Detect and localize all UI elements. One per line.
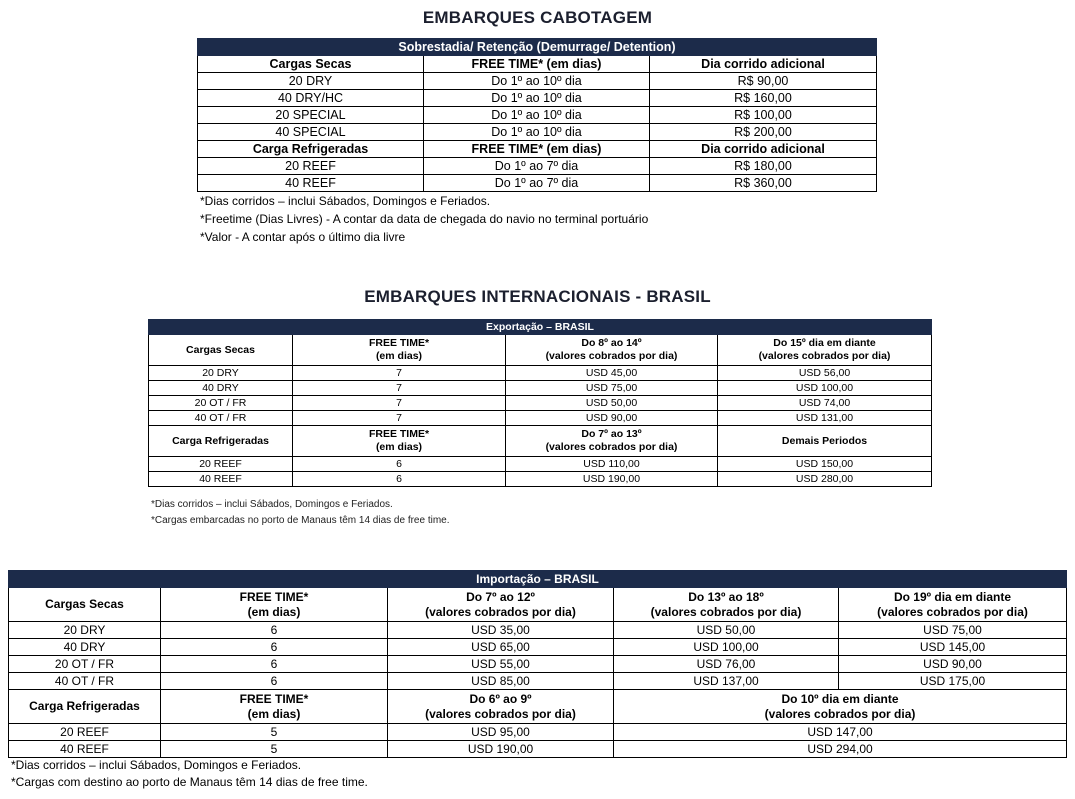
table-cell: 6 (293, 457, 506, 472)
table-cell: USD 294,00 (614, 741, 1067, 758)
header-cell: Carga Refrigeradas (9, 690, 161, 724)
table-cell: USD 100,00 (718, 381, 932, 396)
table-row (198, 158, 877, 175)
cabotagem-table (197, 38, 877, 192)
table-row (9, 673, 1067, 690)
header-cell: FREE TIME* (em dias) (161, 588, 388, 622)
table-row (149, 366, 932, 381)
table-row (149, 472, 932, 487)
table-cell: R$ 360,00 (650, 175, 877, 192)
table-cell: 40 REEF (149, 472, 293, 487)
header-cell: Cargas Secas (149, 335, 293, 366)
table-cell: 7 (293, 411, 506, 426)
table-header (198, 56, 877, 73)
table-cell: 40 DRY/HC (198, 90, 424, 107)
table-header (149, 335, 932, 366)
table-cell: 7 (293, 366, 506, 381)
table-cell: 40 DRY (9, 639, 161, 656)
table-cell: USD 65,00 (388, 639, 614, 656)
table-row (9, 639, 1067, 656)
table-row (149, 381, 932, 396)
table-cell: 20 REEF (149, 457, 293, 472)
table-cell: Do 1º ao 10º dia (424, 73, 650, 90)
cabotagem-notes (200, 192, 648, 246)
exportacao-table (148, 319, 932, 487)
table-cell: 20 DRY (198, 73, 424, 90)
table-cell: USD 190,00 (388, 741, 614, 758)
header-cell: Do 7º ao 13º (valores cobrados por dia) (506, 426, 718, 457)
table-cell: USD 147,00 (614, 724, 1067, 741)
header-cell: FREE TIME* (em dias) (293, 426, 506, 457)
note: *Freetime (Dias Livres) - A contar da data de chegada do navio no terminal portuário (200, 212, 649, 226)
table-row (149, 457, 932, 472)
table-row (198, 175, 877, 192)
note: *Valor - A contar após o último dia livre (200, 230, 406, 244)
table-cell: 40 DRY (149, 381, 293, 396)
table-cell: R$ 100,00 (650, 107, 877, 124)
header-cell: Demais Periodos (718, 426, 932, 457)
exportacao-notes (151, 497, 450, 529)
table-header (198, 141, 877, 158)
table-row (9, 622, 1067, 639)
table-cell: USD 280,00 (718, 472, 932, 487)
table-cell: USD 131,00 (718, 411, 932, 426)
table-cell: 20 DRY (9, 622, 161, 639)
table-cell: USD 137,00 (614, 673, 839, 690)
note: *Cargas embarcadas no porto de Manaus têm 14 dias de free time. (151, 515, 450, 526)
table-cell: USD 90,00 (839, 656, 1067, 673)
header-cell: Carga Refrigeradas (149, 426, 293, 457)
header-cell: Do 13º ao 18º (valores cobrados por dia) (614, 588, 839, 622)
table-row (9, 741, 1067, 758)
table-cell: 5 (161, 741, 388, 758)
note: *Dias corridos – inclui Sábados, Domingos e Feriados. (11, 758, 302, 772)
header-cell: Dia corrido adicional (650, 141, 877, 158)
table-cell: 20 SPECIAL (198, 107, 424, 124)
table-cell: R$ 160,00 (650, 90, 877, 107)
table-cell: USD 85,00 (388, 673, 614, 690)
table-cell: Do 1º ao 7º dia (424, 175, 650, 192)
table-cell: USD 175,00 (839, 673, 1067, 690)
header-cell: Dia corrido adicional (650, 56, 877, 73)
table-cell: R$ 90,00 (650, 73, 877, 90)
table-cell: USD 75,00 (839, 622, 1067, 639)
table-cell: USD 35,00 (388, 622, 614, 639)
table-cell: 20 REEF (9, 724, 161, 741)
table-cell: USD 45,00 (506, 366, 718, 381)
table-cell: USD 145,00 (839, 639, 1067, 656)
header-cell: Cargas Secas (9, 588, 161, 622)
header-cell: FREE TIME* (em dias) (424, 56, 650, 73)
table-row (9, 656, 1067, 673)
table-cell: 40 OT / FR (9, 673, 161, 690)
table-cell: 6 (161, 639, 388, 656)
table-header (9, 690, 1067, 724)
table-cell: USD 110,00 (506, 457, 718, 472)
header-cell: Do 7º ao 12º (valores cobrados por dia) (388, 588, 614, 622)
table-cell: 20 REEF (198, 158, 424, 175)
header-cell: Do 15º dia em diante (valores cobrados por dia) (718, 335, 932, 366)
table-row (198, 107, 877, 124)
table-cell: 6 (161, 656, 388, 673)
table-cell: USD 56,00 (718, 366, 932, 381)
table-cell: 6 (161, 622, 388, 639)
table-cell: USD 190,00 (506, 472, 718, 487)
exportacao-band: Exportação – BRASIL (149, 320, 932, 335)
table-cell: 7 (293, 381, 506, 396)
header-cell: Carga Refrigeradas (198, 141, 424, 158)
table-cell: Do 1º ao 7º dia (424, 158, 650, 175)
importacao-table (8, 570, 1067, 758)
table-cell: 20 DRY (149, 366, 293, 381)
table-cell: USD 74,00 (718, 396, 932, 411)
header-cell: FREE TIME* (em dias) (293, 335, 506, 366)
table-cell: USD 95,00 (388, 724, 614, 741)
table-cell: USD 50,00 (506, 396, 718, 411)
table-cell: USD 76,00 (614, 656, 839, 673)
table-row (198, 124, 877, 141)
table-cell: USD 55,00 (388, 656, 614, 673)
header-cell: Cargas Secas (198, 56, 424, 73)
table-cell: 40 SPECIAL (198, 124, 424, 141)
table-cell: USD 75,00 (506, 381, 718, 396)
table-row (9, 724, 1067, 741)
table-row (198, 90, 877, 107)
table-row (198, 73, 877, 90)
table-cell: 7 (293, 396, 506, 411)
header-cell: Do 6º ao 9º (valores cobrados por dia) (388, 690, 614, 724)
table-cell: USD 100,00 (614, 639, 839, 656)
cabotagem-title: EMBARQUES CABOTAGEM (422, 8, 653, 27)
table-cell: USD 150,00 (718, 457, 932, 472)
table-cell: Do 1º ao 10º dia (424, 124, 650, 141)
note: *Dias corridos – inclui Sábados, Domingos e Feriados. (200, 194, 491, 208)
table-cell: 20 OT / FR (149, 396, 293, 411)
internacional-title: EMBARQUES INTERNACIONAIS - BRASIL (364, 287, 711, 306)
table-cell: USD 90,00 (506, 411, 718, 426)
table-cell: Do 1º ao 10º dia (424, 90, 650, 107)
table-cell: 20 OT / FR (9, 656, 161, 673)
header-cell: FREE TIME* (em dias) (424, 141, 650, 158)
table-row (149, 396, 932, 411)
importacao-band: Importação – BRASIL (9, 571, 1067, 588)
cabotagem-band: Sobrestadia/ Retenção (Demurrage/ Detention) (198, 39, 877, 56)
table-cell: 6 (293, 472, 506, 487)
header-cell: Do 8º ao 14º (valores cobrados por dia) (506, 335, 718, 366)
table-cell: USD 50,00 (614, 622, 839, 639)
table-cell: 40 REEF (9, 741, 161, 758)
table-cell: 6 (161, 673, 388, 690)
table-cell: R$ 180,00 (650, 158, 877, 175)
table-cell: Do 1º ao 10º dia (424, 107, 650, 124)
importacao-notes (11, 757, 368, 791)
note: *Dias corridos – inclui Sábados, Domingos e Feriados. (151, 499, 393, 510)
header-cell: Do 10º dia em diante (valores cobrados por dia) (614, 690, 1067, 724)
header-cell: FREE TIME* (em dias) (161, 690, 388, 724)
table-cell: 5 (161, 724, 388, 741)
table-header (149, 426, 932, 457)
table-cell: R$ 200,00 (650, 124, 877, 141)
table-cell: 40 REEF (198, 175, 424, 192)
note: *Cargas com destino ao porto de Manaus têm 14 dias de free time. (11, 775, 368, 789)
table-row (149, 411, 932, 426)
header-cell: Do 19º dia em diante (valores cobrados por dia) (839, 588, 1067, 622)
table-cell: 40 OT / FR (149, 411, 293, 426)
table-header (9, 588, 1067, 622)
